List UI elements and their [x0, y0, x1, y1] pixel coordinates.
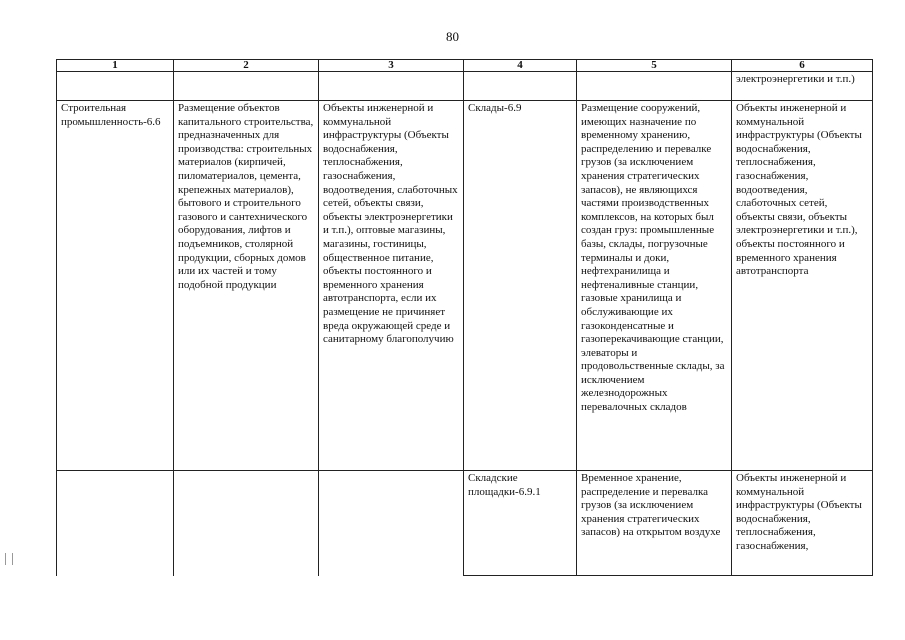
conditional-auxiliary-cell: Объекты инженерной и коммунальной инфраструктуры (Объекты водоснабжения, теплоснабжения, газоснабжения, водоотведения, слаботочных сетей, объекты связи, объекты электроэнергетики и т.п.), объекты постоянного и временного хранения автотранспорта [732, 101, 873, 471]
header-col-6: 6 [732, 60, 873, 72]
table-cell [319, 72, 464, 101]
zoning-table [56, 59, 873, 576]
table-cell [577, 72, 732, 101]
main-use-description-cell: Размещение объектов капитального строительства, предназначенных для производства: строительных материалов (кирпичей, пиломатериалов, цемента, крепежных материалов), бытового и строительного газового и сантехнического оборудования, лифтов и подъемников, столярной продукции, сборных домов или их частей и тому подобной продукции [174, 101, 319, 471]
table-row [57, 101, 873, 471]
conditional-use-cell: Склады-6.9 [464, 101, 577, 471]
header-col-2: 2 [174, 60, 319, 72]
table-cell [57, 72, 174, 101]
table-cell [57, 471, 174, 576]
conditional-use-cell: Складские площадки-6.9.1 [464, 471, 577, 576]
conditional-use-description-cell: Размещение сооружений, имеющих назначение по временному хранению, распределению и перевалке грузов (за исключением хранения стратегических запасов), не являющихся частями производственных комплексов, на которых был создан груз: промышленные базы, склады, погрузочные терминалы и доки, нефтехранилища и нефтеналивные станции, газовые хранилища и обслуживающие их газоконденсатные и газоперекачивающие станции, элеваторы и продовольственные склады, за исключением железнодорожных перевалочных складов [577, 101, 732, 471]
header-row [57, 60, 873, 72]
table-cell: электроэнергетики и т.п.) [732, 72, 873, 101]
continuation-row [57, 72, 873, 101]
header-col-3: 3 [319, 60, 464, 72]
binding-mark [5, 553, 13, 565]
table-cell [319, 471, 464, 576]
table-cell [174, 72, 319, 101]
header-col-4: 4 [464, 60, 577, 72]
header-col-5: 5 [577, 60, 732, 72]
table-cell [174, 471, 319, 576]
table-row [57, 471, 873, 576]
auxiliary-use-cell: Объекты инженерной и коммунальной инфраструктуры (Объекты водоснабжения, теплоснабжения, газоснабжения, водоотведения, слаботочных сетей, объекты связи, объекты электроэнергетики и т.п.), оптовые магазины, магазины, гостиницы, общественное питание, объекты постоянного и временного хранения автотранспорта, если их размещение не причиняет вреда окружающей среде и санитарному благополучию [319, 101, 464, 471]
page-number: 80 [446, 29, 459, 44]
conditional-use-description-cell: Временное хранение, распределение и перевалка грузов (за исключением хранения стратегических запасов) на открытом воздухе [577, 471, 732, 576]
header-col-1: 1 [57, 60, 174, 72]
conditional-auxiliary-cell: Объекты инженерной и коммунальной инфраструктуры (Объекты водоснабжения, теплоснабжения, газоснабжения, [732, 471, 873, 576]
main-use-cell: Строительная промышленность-6.6 [57, 101, 174, 471]
table-cell [464, 72, 577, 101]
